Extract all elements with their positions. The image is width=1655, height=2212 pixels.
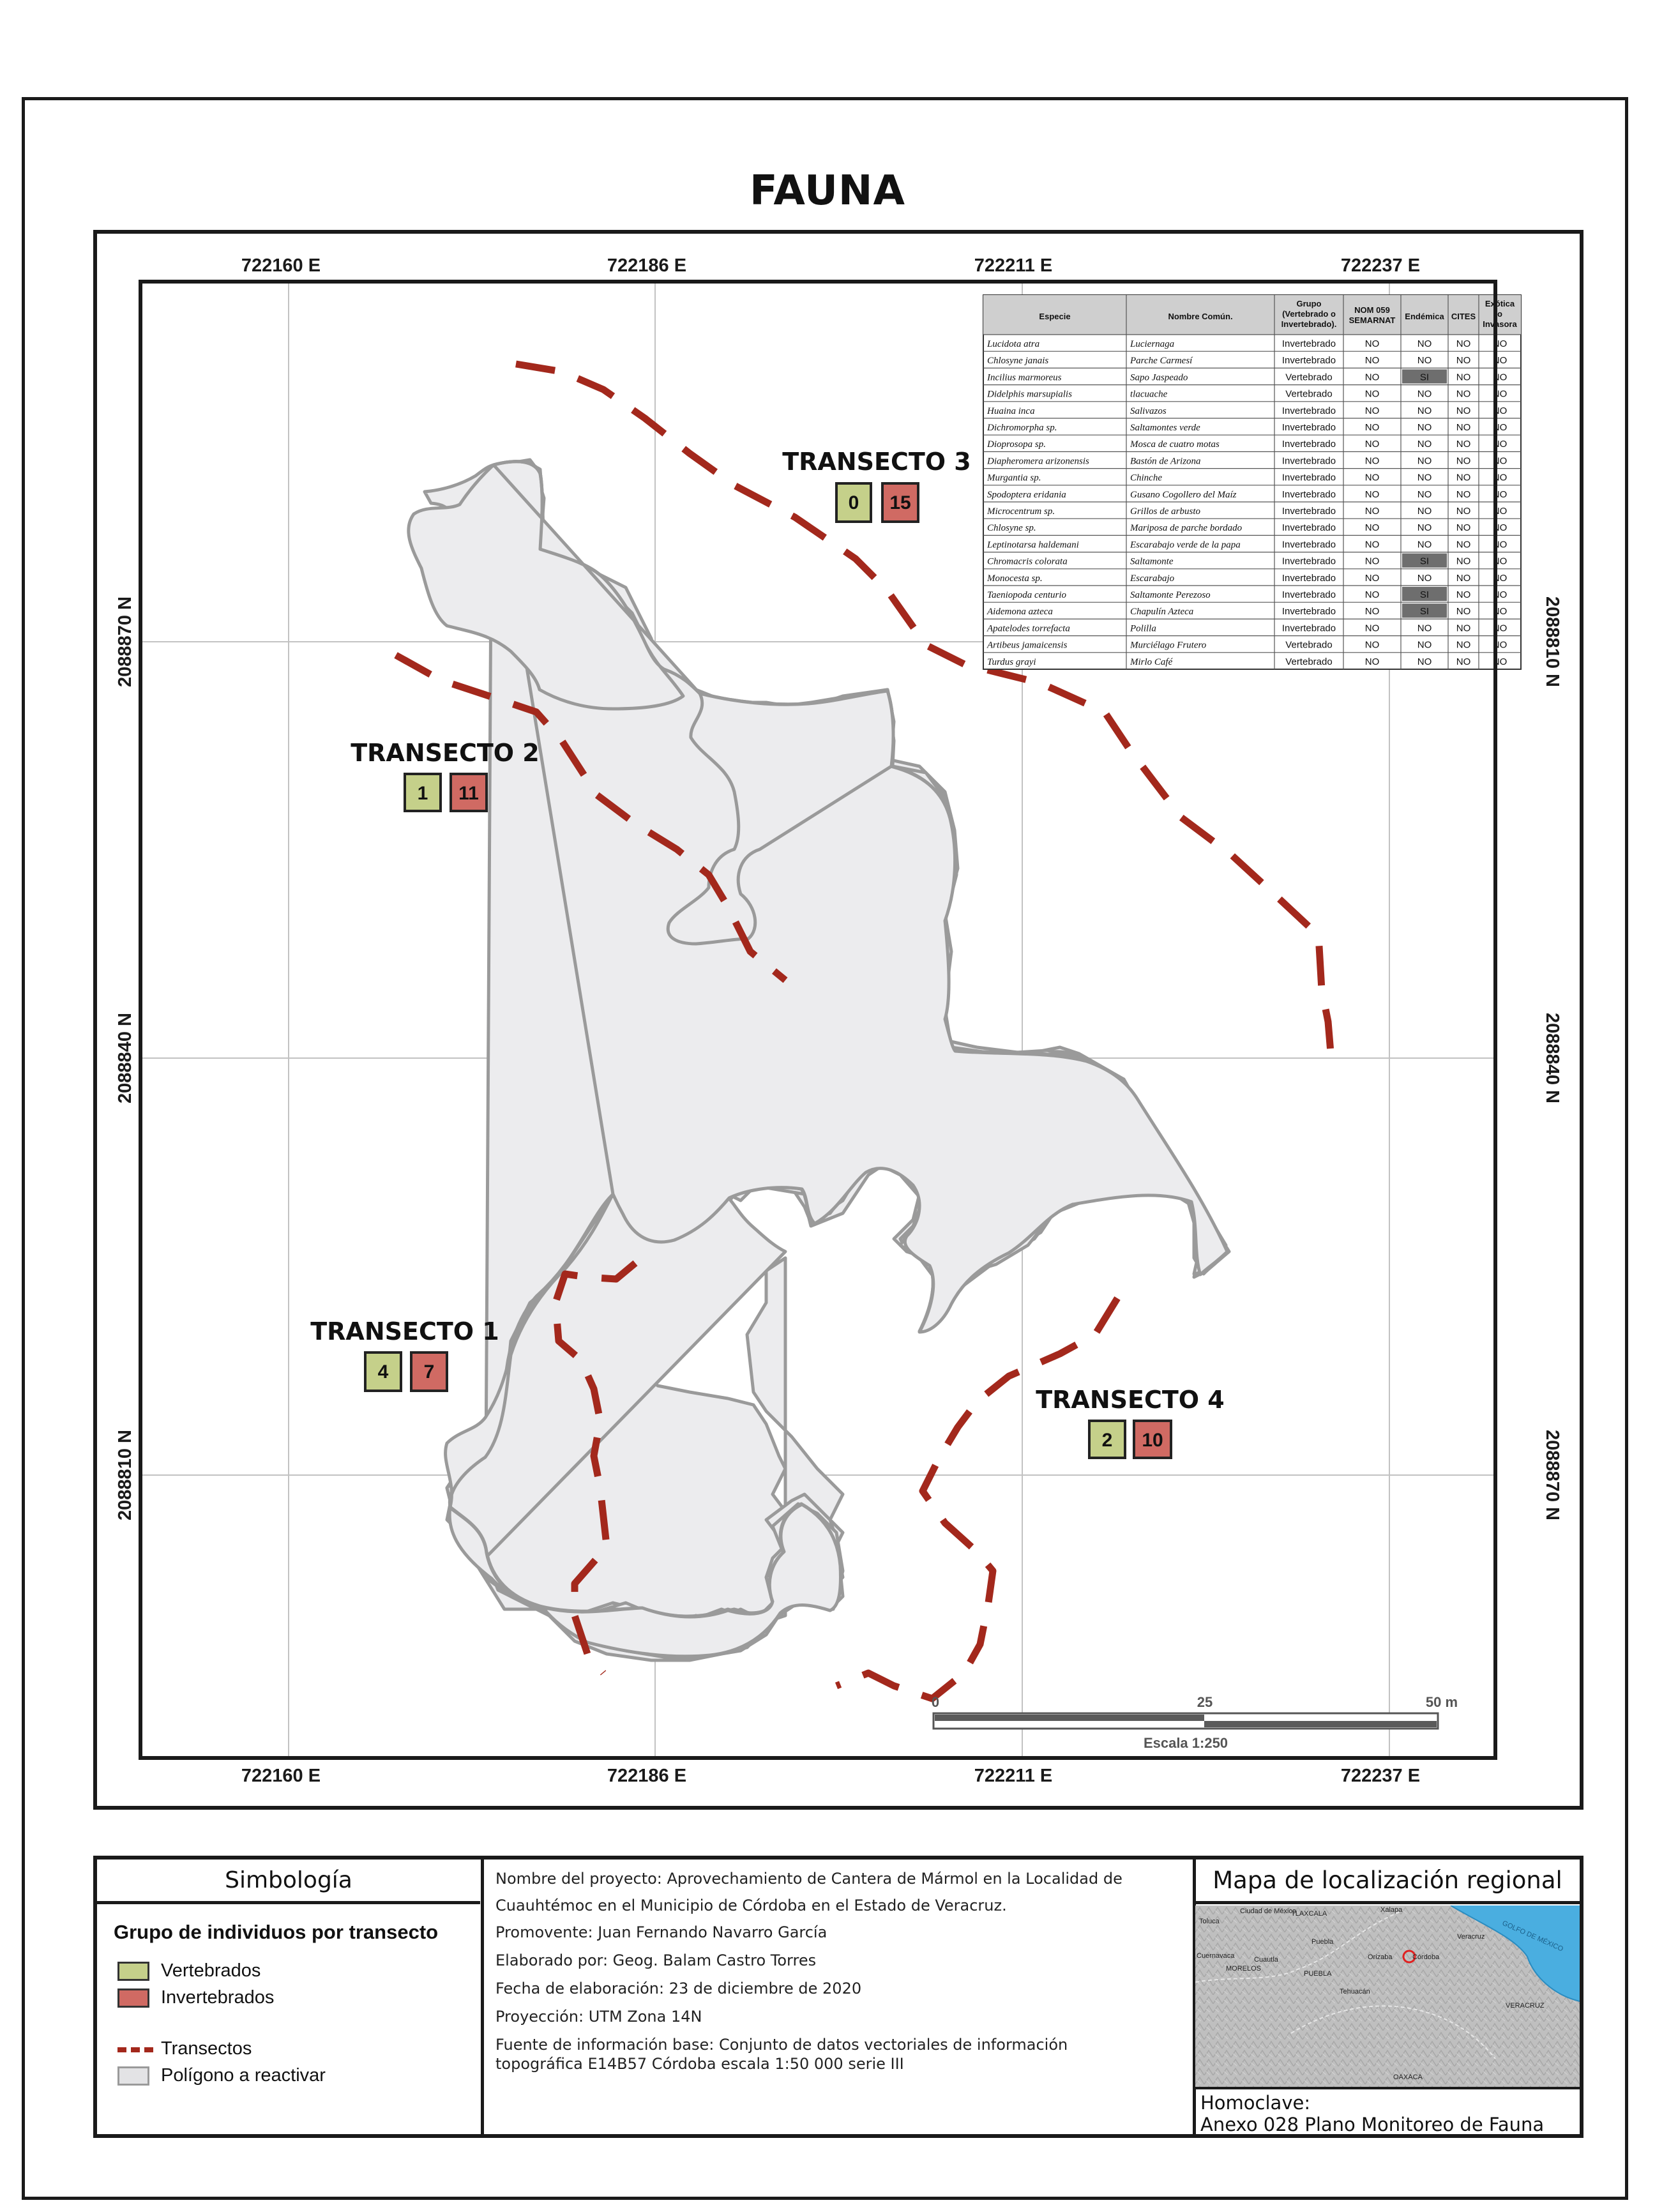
place-cuernavaca: Cuernavaca bbox=[1197, 1952, 1235, 1960]
species-cell: Incilius marmoreus bbox=[987, 372, 1062, 383]
species-cell: Invertebrado bbox=[1281, 539, 1336, 550]
transecto-2-label: TRANSECTO 2 bbox=[351, 739, 540, 767]
project-name-line-2: Cuauhtémoc en el Municipio de Córdoba en el Estado de Veracruz. bbox=[495, 1897, 1007, 1914]
transecto-1-label: TRANSECTO 1 bbox=[310, 1317, 499, 1345]
species-cell: NO bbox=[1364, 639, 1380, 651]
species-cell: Turdus grayi bbox=[987, 656, 1036, 667]
species-cell: Leptinotarsa haldemani bbox=[987, 540, 1079, 550]
species-cell: NO bbox=[1364, 439, 1380, 450]
species-cell: Vertebrado bbox=[1285, 388, 1333, 400]
transecto-3-invertebrados-count: 15 bbox=[889, 492, 911, 513]
place-cordoba: Córdoba bbox=[1412, 1953, 1440, 1961]
species-cell: NO bbox=[1492, 355, 1508, 367]
species-cell: Apatelodes torrefacta bbox=[987, 623, 1070, 634]
species-cell: NO bbox=[1364, 572, 1380, 584]
place-tlaxcala: TLAXCALA bbox=[1291, 1910, 1327, 1918]
species-cell: NO bbox=[1364, 556, 1380, 567]
coord-left-1: 2088870 N bbox=[115, 596, 135, 687]
species-cell: NO bbox=[1456, 539, 1471, 550]
species-cell: NO bbox=[1456, 522, 1471, 534]
species-cell: NO bbox=[1492, 572, 1508, 584]
species-table-header-5: CITES bbox=[1451, 312, 1476, 321]
species-cell: NO bbox=[1417, 623, 1432, 634]
legend-vertebrados-swatch bbox=[117, 1962, 149, 1981]
species-cell: Artibeus jamaicensis bbox=[987, 640, 1068, 651]
species-cell: Saltamonte Perezoso bbox=[1130, 590, 1211, 600]
species-cell: Invertebrado bbox=[1281, 338, 1336, 349]
species-cell: Escarabajo bbox=[1130, 573, 1175, 584]
species-cell: NO bbox=[1492, 338, 1508, 349]
species-cell: Taeniopoda centurio bbox=[987, 590, 1067, 600]
species-cell: NO bbox=[1364, 405, 1380, 416]
elaborado-por: Elaborado por: Geog. Balam Castro Torres bbox=[495, 1951, 817, 1969]
species-cell: NO bbox=[1456, 439, 1471, 450]
species-cell: Invertebrado bbox=[1281, 439, 1336, 450]
transecto-1-invertebrados-count: 7 bbox=[423, 1361, 435, 1382]
species-cell: Chinche bbox=[1130, 473, 1162, 483]
species-cell: NO bbox=[1417, 656, 1432, 667]
species-cell: NO bbox=[1492, 522, 1508, 534]
species-cell: Aidemona azteca bbox=[987, 607, 1053, 617]
species-cell: NO bbox=[1492, 489, 1508, 500]
transecto-3-vertebrados-count: 0 bbox=[848, 492, 859, 513]
species-cell: NO bbox=[1364, 455, 1380, 467]
species-cell: NO bbox=[1364, 522, 1380, 534]
transecto-4-invertebrados-count: 10 bbox=[1142, 1430, 1163, 1451]
proyeccion: Proyección: UTM Zona 14N bbox=[495, 2008, 702, 2026]
species-table-header-0: Especie bbox=[1039, 312, 1071, 321]
species-cell: NO bbox=[1417, 455, 1432, 467]
place-veracruz-state: VERACRUZ bbox=[1506, 2002, 1545, 2010]
species-cell: Invertebrado bbox=[1281, 623, 1336, 634]
species-cell: NO bbox=[1417, 506, 1432, 517]
species-cell: SI bbox=[1419, 372, 1430, 383]
place-cuautla: Cuautla bbox=[1254, 1956, 1278, 1964]
species-cell: NO bbox=[1456, 388, 1471, 400]
place-oaxaca: OAXACA bbox=[1393, 2073, 1423, 2081]
species-cell: Invertebrado bbox=[1281, 572, 1336, 584]
species-cell: NO bbox=[1364, 589, 1380, 600]
species-cell: Salivazos bbox=[1130, 405, 1167, 416]
homoclave-label: Homoclave: bbox=[1200, 2092, 1311, 2114]
scale-tick-50: 50 m bbox=[1425, 1694, 1458, 1710]
species-cell: NO bbox=[1417, 472, 1432, 483]
species-table-header-1: Nombre Común. bbox=[1168, 312, 1233, 321]
species-cell: NO bbox=[1364, 388, 1380, 400]
species-cell: tlacuache bbox=[1130, 389, 1168, 400]
coord-right-2: 2088840 N bbox=[1542, 1013, 1562, 1103]
fuente-line-1: Fuente de información base: Conjunto de datos vectoriales de información bbox=[495, 2036, 1068, 2054]
legend-title: Simbología bbox=[97, 1860, 480, 1904]
species-cell: Chlosyne sp. bbox=[987, 523, 1036, 534]
promovente: Promovente: Juan Fernando Navarro García bbox=[495, 1923, 828, 1941]
species-cell: Chlosyne janais bbox=[987, 356, 1049, 367]
species-cell: NO bbox=[1364, 355, 1380, 367]
species-cell: NO bbox=[1492, 606, 1508, 617]
homoclave-block bbox=[1200, 2092, 1544, 2135]
species-cell: NO bbox=[1364, 623, 1380, 634]
species-cell: Invertebrado bbox=[1281, 606, 1336, 617]
species-cell: NO bbox=[1417, 355, 1432, 367]
species-cell: Saltamontes verde bbox=[1130, 423, 1200, 433]
species-cell: Vertebrado bbox=[1285, 639, 1333, 651]
species-cell: NO bbox=[1492, 422, 1508, 433]
species-cell: NO bbox=[1492, 639, 1508, 651]
scale-tick-0: 0 bbox=[931, 1694, 940, 1710]
species-cell: NO bbox=[1492, 589, 1508, 600]
species-cell: NO bbox=[1456, 556, 1471, 567]
place-orizaba: Orizaba bbox=[1368, 1953, 1393, 1961]
species-cell: NO bbox=[1492, 439, 1508, 450]
species-cell: NO bbox=[1417, 572, 1432, 584]
coord-bottom-3: 722211 E bbox=[974, 1766, 1053, 1786]
species-cell: Invertebrado bbox=[1281, 489, 1336, 500]
species-cell: Spodoptera eridania bbox=[987, 489, 1066, 500]
place-puebla: Puebla bbox=[1311, 1938, 1334, 1946]
legend-transectos-label: Transectos bbox=[161, 2038, 252, 2059]
legend-poligono-swatch bbox=[117, 2066, 149, 2086]
species-cell: Invertebrado bbox=[1281, 589, 1336, 600]
transecto-1-vertebrados-count: 4 bbox=[377, 1361, 389, 1382]
species-cell: NO bbox=[1417, 489, 1432, 500]
transecto-4-vertebrados-count: 2 bbox=[1101, 1430, 1113, 1451]
species-cell: Mirlo Café bbox=[1130, 656, 1173, 667]
transecto-2-invertebrados-count: 11 bbox=[458, 783, 479, 804]
transecto-3-label: TRANSECTO 3 bbox=[782, 448, 971, 476]
species-cell: Luciernaga bbox=[1130, 339, 1175, 349]
homoclave-divider bbox=[1195, 2087, 1580, 2089]
species-cell: Chapulín Azteca bbox=[1130, 607, 1194, 617]
place-golfo: GOLFO DE MÉXICO bbox=[1500, 1919, 1565, 1953]
legend-vertebrados-label: Vertebrados bbox=[161, 1960, 261, 1981]
scale-tick-25: 25 bbox=[1197, 1694, 1213, 1710]
regional-location-map bbox=[1195, 1905, 1580, 2087]
species-cell: NO bbox=[1417, 539, 1432, 550]
species-table-header-3: NOM 059 SEMARNAT bbox=[1349, 305, 1396, 325]
species-cell: NO bbox=[1364, 489, 1380, 500]
species-cell: NO bbox=[1364, 656, 1380, 667]
species-cell: NO bbox=[1492, 506, 1508, 517]
species-cell: Dioprosopa sp. bbox=[987, 439, 1046, 450]
species-cell: NO bbox=[1492, 472, 1508, 483]
species-cell: NO bbox=[1456, 455, 1471, 467]
place-xalapa: Xalapa bbox=[1380, 1906, 1403, 1914]
species-table bbox=[983, 295, 1521, 669]
place-cdmx: Ciudad de México bbox=[1240, 1907, 1297, 1915]
species-cell: Microcentrum sp. bbox=[987, 506, 1055, 517]
species-cell: SI bbox=[1419, 589, 1430, 600]
species-cell: NO bbox=[1456, 572, 1471, 584]
species-cell: NO bbox=[1456, 589, 1471, 600]
species-cell: SI bbox=[1419, 606, 1430, 617]
species-cell: NO bbox=[1456, 372, 1471, 383]
species-cell: Mosca de cuatro motas bbox=[1130, 439, 1220, 450]
species-cell: Invertebrado bbox=[1281, 556, 1336, 567]
species-cell: NO bbox=[1364, 539, 1380, 550]
species-cell: Escarabajo verde de la papa bbox=[1130, 540, 1241, 550]
species-cell: NO bbox=[1492, 372, 1508, 383]
coord-left-3: 2088810 N bbox=[115, 1430, 135, 1520]
species-cell: Invertebrado bbox=[1281, 422, 1336, 433]
species-cell: NO bbox=[1417, 338, 1432, 349]
species-cell: Sapo Jaspeado bbox=[1130, 372, 1188, 383]
species-cell: Invertebrado bbox=[1281, 355, 1336, 367]
species-cell: NO bbox=[1492, 539, 1508, 550]
legend-poligono-label: Polígono a reactivar bbox=[161, 2065, 326, 2086]
species-cell: Parche Carmesí bbox=[1130, 356, 1193, 367]
coord-bottom-2: 722186 E bbox=[607, 1766, 687, 1786]
species-cell: NO bbox=[1456, 639, 1471, 651]
place-toluca: Toluca bbox=[1199, 1918, 1220, 1925]
species-cell: Vertebrado bbox=[1285, 656, 1333, 667]
species-cell: Lucidota atra bbox=[987, 339, 1040, 349]
project-name-line-1: Nombre del proyecto: Aprovechamiento de Cantera de Mármol en la Localidad de bbox=[495, 1870, 1122, 1888]
species-cell: Polilla bbox=[1130, 623, 1156, 634]
species-cell: NO bbox=[1417, 388, 1432, 400]
place-veracruz: Veracruz bbox=[1457, 1933, 1485, 1941]
species-cell: NO bbox=[1364, 506, 1380, 517]
species-cell: NO bbox=[1417, 522, 1432, 534]
species-cell: Invertebrado bbox=[1281, 405, 1336, 416]
species-cell: Dichromorpha sp. bbox=[987, 423, 1057, 433]
scale-label: Escala 1:250 bbox=[1143, 1735, 1228, 1751]
species-cell: Saltamonte bbox=[1130, 556, 1174, 567]
species-cell: NO bbox=[1492, 388, 1508, 400]
species-cell: NO bbox=[1456, 656, 1471, 667]
species-table-header-4: Endémica bbox=[1405, 312, 1444, 321]
species-cell: Vertebrado bbox=[1285, 372, 1333, 383]
homoclave-value: Anexo 028 Plano Monitoreo de Fauna bbox=[1200, 2114, 1545, 2135]
species-cell: Murgantia sp. bbox=[987, 473, 1041, 483]
species-cell: Huaina inca bbox=[987, 405, 1035, 416]
species-cell: NO bbox=[1456, 472, 1471, 483]
fuente-line-2: topográfica E14B57 Córdoba escala 1:50 000 serie III bbox=[495, 2055, 904, 2073]
species-cell: NO bbox=[1456, 506, 1471, 517]
species-cell: NO bbox=[1456, 338, 1471, 349]
species-table-header-2: Grupo (Vertebrado o Invertebrado). bbox=[1281, 299, 1337, 329]
species-cell: Mariposa de parche bordado bbox=[1130, 523, 1243, 534]
legend-invertebrados-label: Invertebrados bbox=[161, 1987, 275, 2008]
species-cell: NO bbox=[1417, 439, 1432, 450]
map-title: FAUNA bbox=[750, 167, 905, 215]
species-cell: NO bbox=[1456, 623, 1471, 634]
species-cell: Invertebrado bbox=[1281, 506, 1336, 517]
coord-right-3: 2088870 N bbox=[1542, 1430, 1562, 1520]
place-puebla-state: PUEBLA bbox=[1304, 1970, 1332, 1978]
species-cell: NO bbox=[1456, 405, 1471, 416]
species-cell: Gusano Cogollero del Maíz bbox=[1130, 489, 1237, 500]
species-cell: NO bbox=[1417, 422, 1432, 433]
species-cell: NO bbox=[1456, 606, 1471, 617]
species-cell: Invertebrado bbox=[1281, 522, 1336, 534]
species-cell: NO bbox=[1364, 372, 1380, 383]
place-tehuacan: Tehuacán bbox=[1340, 1988, 1370, 1996]
coord-top-4: 722237 E bbox=[1340, 255, 1421, 276]
species-cell: NO bbox=[1417, 405, 1432, 416]
species-cell: NO bbox=[1492, 623, 1508, 634]
species-cell: NO bbox=[1456, 355, 1471, 367]
species-cell: Grillos de arbusto bbox=[1130, 506, 1201, 517]
species-cell: Chromacris colorata bbox=[987, 556, 1068, 567]
coord-right-1: 2088810 N bbox=[1542, 596, 1562, 687]
species-cell: NO bbox=[1492, 556, 1508, 567]
species-cell: NO bbox=[1492, 656, 1508, 667]
coord-bottom-1: 722160 E bbox=[241, 1766, 321, 1786]
species-cell: Murciélago Frutero bbox=[1130, 640, 1207, 651]
place-morelos: MORELOS bbox=[1226, 1965, 1262, 1973]
species-cell: Invertebrado bbox=[1281, 455, 1336, 467]
species-cell: Invertebrado bbox=[1281, 472, 1336, 483]
legend-transectos-line bbox=[117, 2045, 156, 2055]
species-cell: NO bbox=[1492, 405, 1508, 416]
species-cell: Monocesta sp. bbox=[987, 573, 1043, 584]
legend-invertebrados-swatch bbox=[117, 1989, 149, 2008]
species-cell: NO bbox=[1364, 422, 1380, 433]
species-cell: Bastón de Arizona bbox=[1130, 456, 1201, 467]
species-cell: NO bbox=[1364, 338, 1380, 349]
transecto-4-label: TRANSECTO 4 bbox=[1036, 1386, 1225, 1414]
species-cell: NO bbox=[1364, 472, 1380, 483]
species-cell: NO bbox=[1456, 489, 1471, 500]
species-cell: Didelphis marsupialis bbox=[987, 389, 1072, 400]
legend-group-title: Grupo de individuos por transecto bbox=[114, 1921, 439, 1943]
location-map-title: Mapa de localización regional bbox=[1195, 1860, 1580, 1904]
coord-top-2: 722186 E bbox=[607, 255, 687, 276]
species-cell: NO bbox=[1364, 606, 1380, 617]
species-cell: NO bbox=[1492, 455, 1508, 467]
coord-left-2: 2088840 N bbox=[115, 1013, 135, 1103]
coord-bottom-4: 722237 E bbox=[1340, 1766, 1421, 1786]
species-cell: SI bbox=[1419, 556, 1430, 567]
coord-top-3: 722211 E bbox=[974, 255, 1053, 276]
species-cell: NO bbox=[1417, 639, 1432, 651]
species-table-header-6: Exótica o Invasora bbox=[1483, 299, 1517, 329]
species-cell: Diapheromera arizonensis bbox=[987, 456, 1089, 467]
species-cell: NO bbox=[1456, 422, 1471, 433]
fecha-elaboracion: Fecha de elaboración: 23 de diciembre de 2020 bbox=[495, 1980, 862, 1997]
transecto-2-vertebrados-count: 1 bbox=[417, 783, 428, 804]
coord-top-1: 722160 E bbox=[241, 255, 321, 276]
